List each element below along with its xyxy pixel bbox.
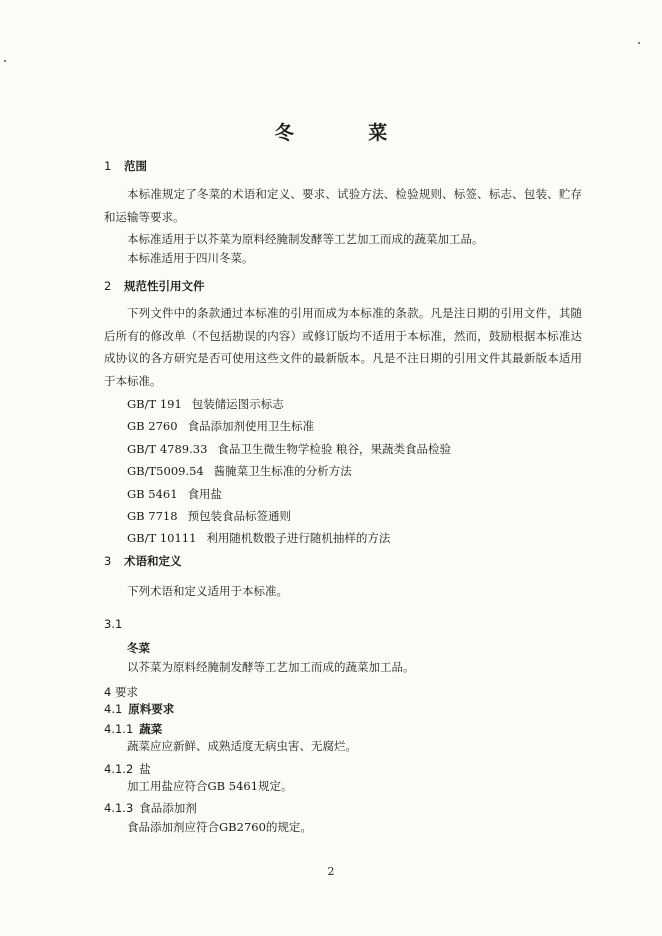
subsection-number: 4.1.3 <box>104 801 134 815</box>
subsection-4-1-3-heading <box>104 800 197 816</box>
reference-code: GB/T 10111 <box>127 531 197 545</box>
reference-item <box>127 508 291 524</box>
reference-code: GB 5461 <box>127 487 178 501</box>
reference-item <box>127 463 352 479</box>
subsection-title: 蔬菜 <box>139 722 163 736</box>
document-title: 冬 菜 <box>274 122 422 144</box>
reference-title: 包装储运图示标志 <box>191 397 284 411</box>
subsection-4-1-heading <box>104 701 174 717</box>
reference-title: 预包装食品标签通则 <box>187 509 292 523</box>
reference-code: GB 7718 <box>127 509 178 523</box>
section-1-paragraph-2: 本标准适用于以芥菜为原料经腌制发酵等工艺加工而成的蔬菜加工品。 <box>127 232 484 246</box>
section-number: 2 <box>104 279 112 293</box>
section-2-paragraph: 下列文件中的条款通过本标准的引用而成为本标准的条款。凡是注日期的引用文件，其随后所有的修改单（不包括勘误的内容）或修订版均不适用于本标准，然而，鼓励根据本标准达成协议的各方研究是否可使用这些文件的最新版本。凡是不注日期的引用文件其最新版本适用于本标准。 <box>104 306 582 388</box>
section-number: 3 <box>104 554 112 568</box>
section-1-heading <box>104 158 147 174</box>
reference-title: 食品卫生微生物学检验 粮谷，果蔬类食品检验 <box>217 442 452 456</box>
term-definition: 以芥菜为原料经腌制发酵等工艺加工而成的蔬菜加工品。 <box>127 660 415 674</box>
reference-item <box>127 441 451 457</box>
section-number: 4 <box>104 685 112 699</box>
section-3-heading <box>104 553 182 569</box>
section-number: 1 <box>104 159 112 173</box>
section-3-paragraph: 下列术语和定义适用于本标准。 <box>127 584 288 598</box>
subsection-title: 盐 <box>139 762 151 776</box>
section-title: 术语和定义 <box>124 554 182 568</box>
scan-speck <box>4 60 6 62</box>
section-1-paragraph-1: 本标准规定了冬菜的术语和定义、要求、试验方法、检验规则、标签、标志、包装、贮存和运输等要求。 <box>104 187 582 224</box>
subsection-3-1-number: 3.1 <box>104 617 123 631</box>
subsection-4-1-2-text: 加工用盐应符合GB 5461规定。 <box>127 779 293 793</box>
section-title: 范围 <box>124 159 147 173</box>
subsection-title: 食品添加剂 <box>139 801 197 815</box>
reference-code: GB/T 4789.33 <box>127 442 208 456</box>
reference-item <box>127 396 284 412</box>
reference-item <box>127 418 314 434</box>
subsection-title: 原料要求 <box>128 702 175 716</box>
section-title: 要求 <box>114 685 138 699</box>
section-title: 规范性引用文件 <box>124 279 205 293</box>
subsection-number: 4.1.2 <box>104 762 134 776</box>
subsection-4-1-1-text: 蔬菜应应新鲜、成熟适度无病虫害、无腐烂。 <box>127 739 357 753</box>
subsection-number: 4.1.1 <box>104 722 134 736</box>
section-1-paragraph-3: 本标准适用于四川冬菜。 <box>127 251 254 265</box>
reference-title: 食品添加剂使用卫生标准 <box>187 419 315 433</box>
scan-speck <box>638 42 640 44</box>
reference-code: GB/T5009.54 <box>127 464 204 478</box>
reference-title: 食用盐 <box>187 487 223 501</box>
reference-item <box>127 530 390 546</box>
reference-code: GB/T 191 <box>127 397 182 411</box>
subsection-number: 4.1 <box>104 702 123 716</box>
reference-title: 利用随机数骰子进行随机抽样的方法 <box>206 531 391 545</box>
reference-code: GB 2760 <box>127 419 178 433</box>
reference-title: 酱腌菜卫生标准的分析方法 <box>213 464 352 478</box>
section-4-heading <box>104 684 138 700</box>
section-2-heading <box>104 278 205 294</box>
reference-item <box>127 486 222 502</box>
term-heading: 冬菜 <box>127 641 150 655</box>
page-number: 2 <box>327 865 335 878</box>
subsection-4-1-3-text: 食品添加剂应符合GB2760的规定。 <box>127 820 312 834</box>
